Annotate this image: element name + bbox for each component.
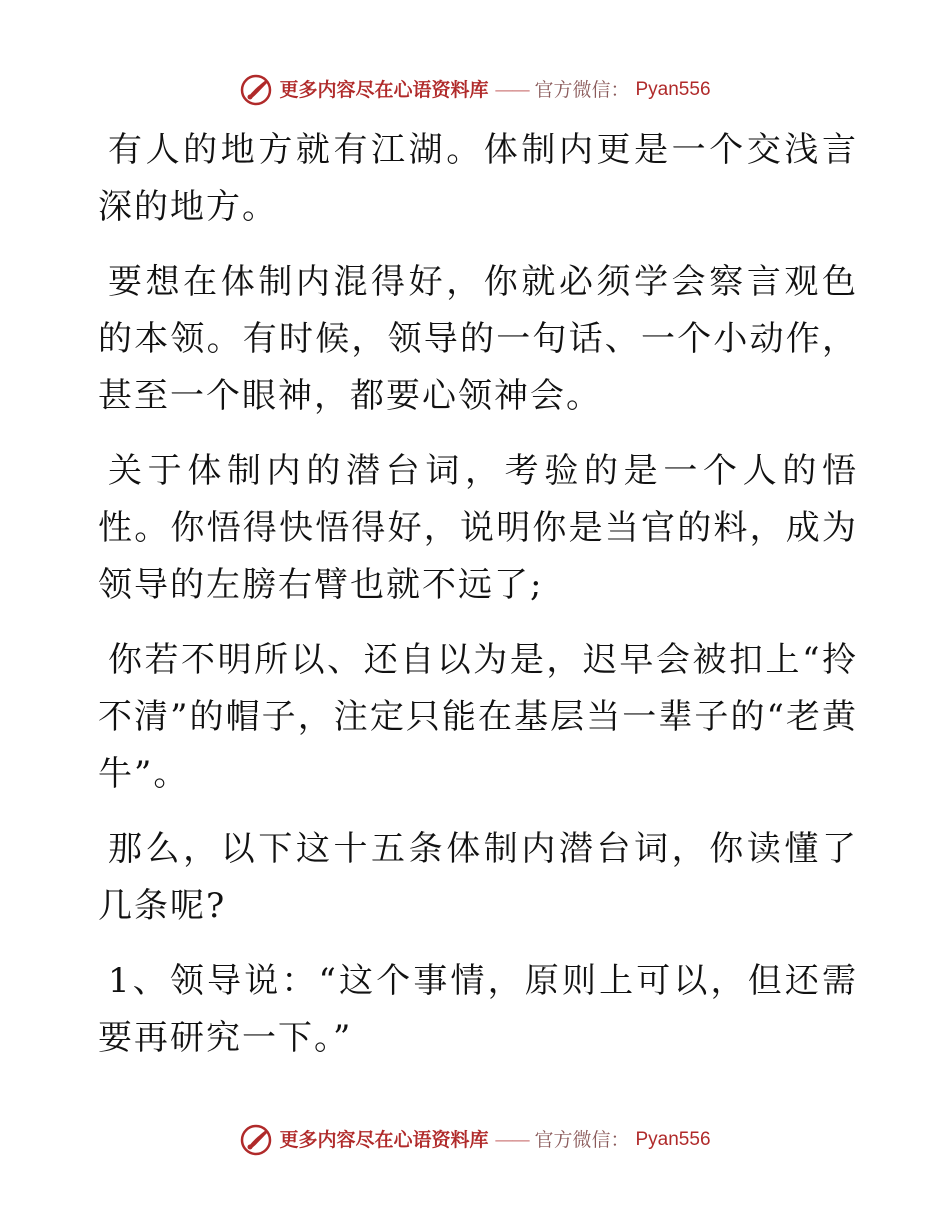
paragraph: 要想在体制内混得好，你就必须学会察言观色的本领。有时候，领导的一句话、一个小动作，甚至一个眼神，都要心领神会。 [98,262,858,416]
brush-logo-icon [239,1123,273,1157]
watermark-label: 官方微信： [534,79,630,101]
paragraph: 1、领导说：“这个事情，原则上可以，但还需要再研究一下。” [98,961,858,1058]
watermark-dash: —— [494,1129,529,1151]
document-body [98,122,858,1085]
paragraph: 关于体制内的潜台词，考验的是一个人的悟性。你悟得快悟得好，说明你是当官的料，成为领导的左膀右臂也就不远了; [98,451,858,605]
watermark-site-text: 更多内容尽在心语资料库 [279,79,489,101]
watermark-site-text: 更多内容尽在心语资料库 [279,1129,489,1151]
paragraph: 你若不明所以、还自以为是，迟早会被扣上“拎不清”的帽子，注定只能在基层当一辈子的“老黄牛”。 [98,640,858,794]
footer-watermark [0,1120,950,1160]
watermark-wechat-id: Pyan556 [635,79,711,100]
watermark-wechat-id: Pyan556 [635,1129,711,1150]
header-watermark [0,70,950,110]
paragraph: 有人的地方就有江湖。体制内更是一个交浅言深的地方。 [98,130,858,227]
watermark-label: 官方微信： [534,1129,630,1151]
paragraph: 那么，以下这十五条体制内潜台词，你读懂了几条呢? [98,829,858,926]
watermark-dash: —— [494,79,529,101]
brush-logo-icon [239,73,273,107]
